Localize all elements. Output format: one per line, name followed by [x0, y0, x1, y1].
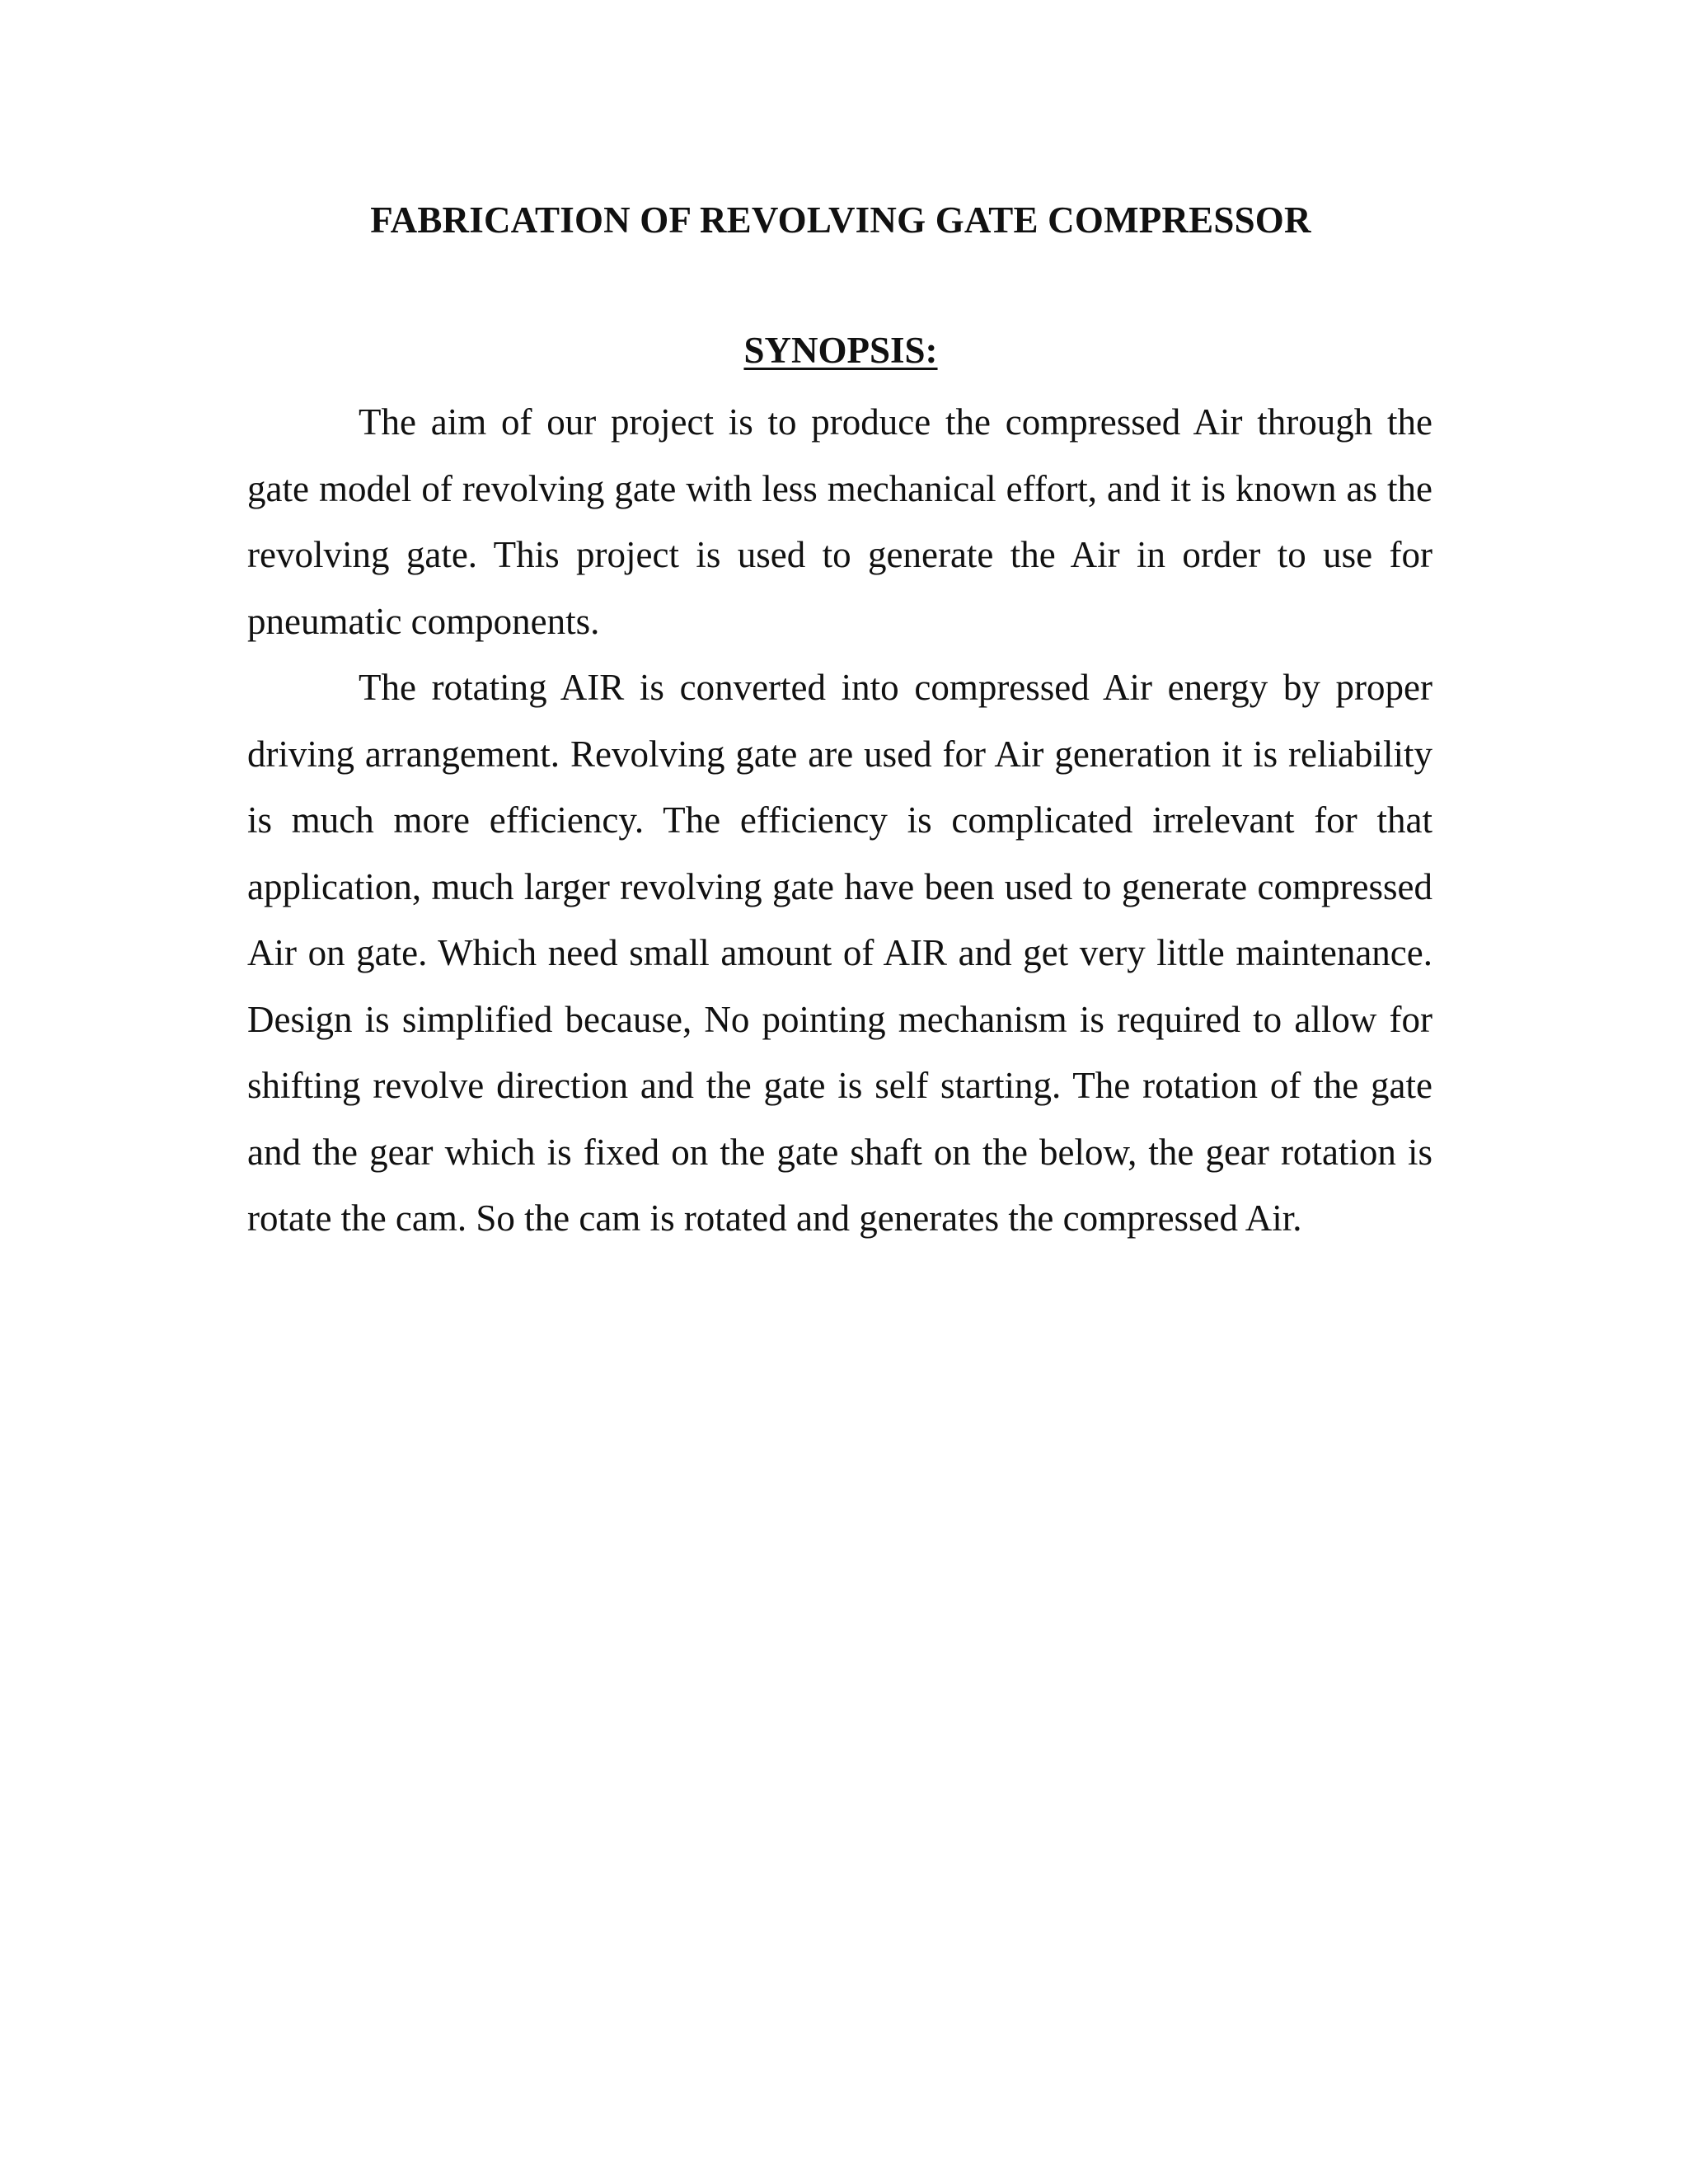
document-title: FABRICATION OF REVOLVING GATE COMPRESSOR	[370, 199, 1311, 241]
section-heading-synopsis: SYNOPSIS:	[743, 330, 938, 371]
synopsis-paragraph-2: The rotating AIR is converted into compressed Air energy by proper driving arrangement. Revolving gate are used for Air generation it is reliability is much more efficiency. The efficiency is complicated irrelevant for that application, much larger revolving gate have been used to generate compressed Air on gate. Which need small amount of AIR and get very little maintenance. Design is simplified because, No pointing mechanism is required to allow for shifting revolve direction and the gate is self starting. The rotation of the gate and the gear which is fixed on the gate shaft on the below, the gear rotation is rotate the cam. So the cam is rotated and generates the compressed Air.	[247, 667, 1432, 1239]
synopsis-body	[247, 389, 1432, 1252]
synopsis-paragraph-1: The aim of our project is to produce the compressed Air through the gate model of revolving gate with less mechanical effort, and it is known as the revolving gate. This project is used to generate the Air in order to use for pneumatic components.	[247, 401, 1432, 642]
